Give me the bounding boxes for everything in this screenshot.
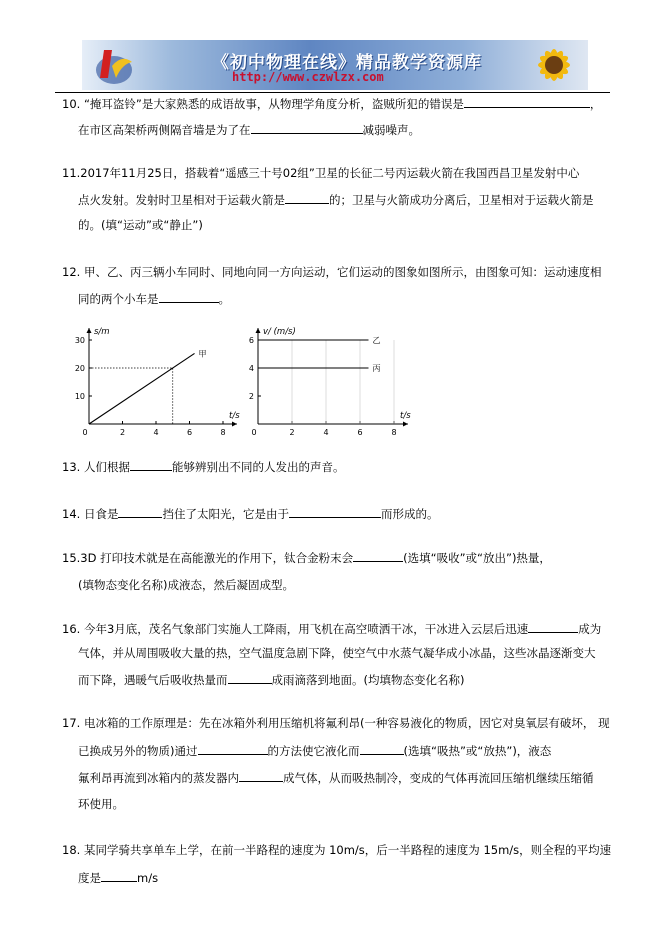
q16-blank1[interactable] [528, 620, 578, 633]
series-label: 甲 [198, 349, 207, 359]
q11-line3: 的。(填“运动”或“静止”) [78, 218, 203, 232]
x-tick-label: 6 [186, 428, 193, 437]
y-tick-label: 20 [74, 364, 85, 373]
x-tick-label: 4 [323, 428, 329, 437]
y-tick-label: 6 [248, 336, 254, 345]
site-logo-icon [92, 44, 140, 88]
q17-line3: 氟利昂再流到冰箱内的蒸发器内 成气体，从而吸热制冷，变成的气体再流回压缩机继续压缩循 [78, 771, 594, 785]
q17-line2: 已换成另外的物质)通过 的方法使它液化而 (选填“吸热”或“放热”)，液态 [78, 744, 552, 758]
header-banner [82, 40, 588, 90]
series-line [89, 353, 195, 424]
x-tick-label: 0 [82, 428, 88, 437]
chart-st [70, 310, 240, 440]
y-tick-label: 10 [74, 392, 85, 401]
chart-vt [238, 310, 418, 440]
y-axis-label: s/m [94, 327, 110, 337]
q16-line3: 而下降，遇暖气后吸收热量而 成雨滴落到地面。(均填物态变化名称) [78, 673, 465, 687]
q16-line2: 气体，并从周围吸收大量的热，空气温度急剧下降，使空气中水蒸气凝华成小冰晶，这些冰晶逐渐变大 [78, 646, 596, 660]
q17-line1: 17. 电冰箱的工作原理是：先在冰箱外利用压缩机将氟利昂(一种容易液化的物质，因它对臭氧层有破坏， 现 [62, 716, 610, 730]
q17-blank3[interactable] [239, 769, 283, 782]
q11-line1: 11.2017年11月25日，搭载着“遥感三十号02组”卫星的长征二号丙运载火箭在我国西昌卫星发射中心 [62, 166, 580, 180]
x-axis-arrow [403, 422, 408, 427]
y-tick-label: 4 [248, 364, 254, 373]
header-title: 《初中物理在线》精品教学资源库 [212, 53, 482, 73]
series-label: 乙 [372, 336, 381, 345]
y-tick-label: 30 [74, 336, 85, 345]
q11-blank1[interactable] [285, 191, 329, 204]
x-axis-label: t/s [229, 411, 240, 421]
q13-line: 13. 人们根据 能够辨别出不同的人发出的声音。 [62, 460, 345, 474]
x-tick-label: 0 [251, 428, 257, 437]
q10-line2: 在市区高架桥两侧隔音墙是为了在 减弱噪声。 [78, 123, 420, 137]
sunflower-icon [526, 42, 582, 88]
q12-line1: 12. 甲、乙、丙三辆小车同时、同地向同一方向运动，它们运动的图象如图所示，由图象可知：运动速度相 [62, 265, 602, 279]
q15-line2: (填物态变化名称)成液态，然后凝固成型。 [78, 578, 294, 592]
q10-blank2[interactable] [251, 121, 363, 134]
x-tick-label: 2 [119, 428, 126, 437]
series-label: 丙 [372, 364, 381, 373]
q15-blank1[interactable] [353, 549, 403, 562]
q17-blank2[interactable] [360, 742, 404, 755]
q13-blank1[interactable] [130, 458, 172, 471]
y-axis-arrow [256, 328, 261, 333]
q17-line4: 环使用。 [78, 797, 124, 811]
y-axis-label: v/ (m/s) [263, 327, 296, 337]
y-axis-arrow [87, 328, 92, 333]
q10-line1: 10. “掩耳盗铃”是大家熟悉的成语故事，从物理学角度分析，盗贼所犯的错误是 ， [62, 97, 602, 111]
header-url[interactable]: http://www.czwlzx.com [232, 70, 384, 84]
y-tick-label: 2 [248, 392, 254, 401]
q18-line1: 18. 某同学骑共享单车上学，在前一半路程的速度为 10m/s，后一半路程的速度为 15m/s，则全程的平均速 [62, 843, 612, 857]
header-rule [55, 92, 610, 93]
x-tick-label: 4 [153, 428, 159, 437]
q16-blank2[interactable] [228, 671, 272, 684]
q16-line1: 16. 今年3月底，茂名气象部门实施人工降雨，用飞机在高空喷洒干冰，干冰进入云层后迅速 成为 [62, 622, 602, 636]
x-tick-label: 2 [289, 428, 295, 437]
q14-blank2[interactable] [289, 505, 381, 518]
q17-blank1[interactable] [198, 742, 268, 755]
q12-blank1[interactable] [159, 290, 219, 303]
q12-line2: 同的两个小车是 。 [78, 292, 230, 306]
q10-blank1[interactable] [464, 95, 590, 108]
x-axis-arrow [232, 422, 237, 427]
x-tick-label: 8 [391, 428, 397, 437]
x-tick-label: 8 [220, 428, 226, 437]
q18-blank1[interactable] [101, 869, 137, 882]
x-tick-label: 6 [357, 428, 363, 437]
q15-line1: 15.3D 打印技术就是在高能激光的作用下，钛合金粉末会 (选填“吸收”或“放出”)热量， [62, 551, 551, 565]
q14-line: 14. 日食是 挡住了太阳光，它是由于 而形成的。 [62, 507, 439, 521]
q11-line2: 点火发射。发射时卫星相对于运载火箭是 的；卫星与火箭成功分离后，卫星相对于运载火箭是 [78, 193, 594, 207]
q18-line2: 度是 m/s [78, 871, 159, 885]
q14-blank1[interactable] [118, 505, 162, 518]
x-axis-label: t/s [400, 411, 411, 421]
